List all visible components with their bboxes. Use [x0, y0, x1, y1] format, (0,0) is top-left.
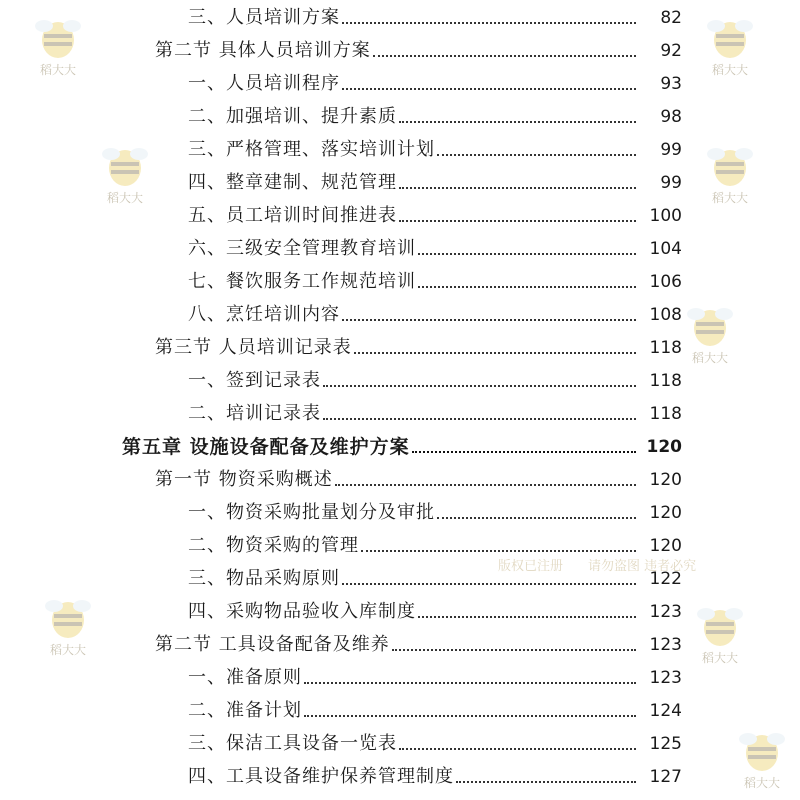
toc-leader-dots [399, 107, 636, 123]
toc-entry-title: 一、物资采购批量划分及审批 [188, 501, 435, 523]
watermark-notice: 版权已注册 [498, 559, 564, 574]
toc-page-number: 122 [649, 568, 682, 589]
toc-entry[interactable] [0, 661, 800, 694]
toc-page-number: 92 [660, 40, 682, 61]
toc-leader-dots [418, 602, 636, 618]
toc-chapter-title: 第五章 设施设备配备及维护方案 [122, 435, 410, 458]
toc-page-number: 123 [649, 601, 682, 622]
toc-page-number: 100 [649, 205, 682, 226]
toc-entry-title: 七、餐饮服务工作规范培训 [188, 270, 416, 292]
toc-entry-title: 第三节 人员培训记录表 [155, 336, 352, 358]
toc-entry[interactable] [0, 34, 800, 67]
toc-entry[interactable] [0, 727, 800, 760]
toc-page-number: 118 [649, 337, 682, 358]
toc-leader-dots [399, 734, 636, 750]
toc-entry-title: 一、准备原则 [188, 666, 302, 688]
toc-leader-dots [418, 239, 636, 255]
toc-entry-title: 二、加强培训、提升素质 [188, 105, 397, 127]
toc-entry-title: 四、整章建制、规范管理 [188, 171, 397, 193]
toc-entry-title: 二、培训记录表 [188, 402, 321, 424]
toc-page-number: 127 [649, 766, 682, 787]
toc-leader-dots [456, 767, 636, 783]
toc-entry[interactable] [0, 496, 800, 529]
toc-entry[interactable] [0, 67, 800, 100]
toc-entry-title: 八、烹饪培训内容 [188, 303, 340, 325]
toc-page-number: 106 [649, 271, 682, 292]
toc-page-number: 120 [649, 469, 682, 490]
svg-text:稻大大: 稻大大 [711, 191, 749, 205]
toc-page-number: 82 [660, 7, 682, 28]
toc-leader-dots [335, 470, 636, 486]
toc-entry[interactable] [0, 694, 800, 727]
toc-leader-dots [342, 305, 636, 321]
toc-leader-dots [323, 404, 636, 420]
toc-leader-dots [361, 536, 636, 552]
toc-page-number: 125 [649, 733, 682, 754]
toc-entry[interactable] [0, 463, 800, 496]
toc-entry-title: 三、物品采购原则 [188, 567, 340, 589]
toc-page-number: 108 [649, 304, 682, 325]
toc-page-number: 123 [649, 634, 682, 655]
toc-leader-dots [399, 206, 636, 222]
toc-entry[interactable] [0, 100, 800, 133]
toc-entry-title: 四、采购物品验收入库制度 [188, 600, 416, 622]
watermark-notice: 请勿盗图 违者必究 [588, 559, 697, 574]
toc-entry[interactable] [0, 199, 800, 232]
toc-entry[interactable] [0, 397, 800, 430]
toc-entry[interactable] [0, 265, 800, 298]
toc-entry-title: 第二节 具体人员培训方案 [155, 39, 371, 61]
toc-entry-title: 五、员工培训时间推进表 [188, 204, 397, 226]
toc-entry[interactable] [0, 364, 800, 397]
toc-leader-dots [323, 371, 636, 387]
toc-leader-dots [437, 503, 636, 519]
svg-text:稻大大: 稻大大 [49, 643, 87, 657]
toc-leader-dots [373, 41, 636, 57]
toc-leader-dots [412, 437, 636, 453]
toc-entry[interactable] [0, 133, 800, 166]
toc-leader-dots [418, 272, 636, 288]
toc-entry-title: 二、准备计划 [188, 699, 302, 721]
svg-text:稻大大: 稻大大 [743, 776, 781, 790]
toc-leader-dots [392, 635, 636, 651]
toc-entry[interactable] [0, 628, 800, 661]
toc-page-number: 123 [649, 667, 682, 688]
toc-leader-dots [342, 8, 636, 24]
toc-page-number: 120 [649, 502, 682, 523]
toc-page-number: 118 [649, 403, 682, 424]
svg-text:稻大大: 稻大大 [711, 63, 749, 77]
toc-leader-dots [342, 74, 636, 90]
toc-page-number: 99 [660, 172, 682, 193]
toc-entry[interactable] [0, 166, 800, 199]
toc-leader-dots [304, 701, 636, 717]
toc-page-number: 99 [660, 139, 682, 160]
toc-leader-dots [304, 668, 636, 684]
toc-entry-title: 三、保洁工具设备一览表 [188, 732, 397, 754]
toc-entry-title: 四、工具设备维护保养管理制度 [188, 765, 454, 787]
toc-entry[interactable] [0, 760, 800, 793]
toc-entry[interactable] [0, 595, 800, 628]
toc-entry-title: 三、人员培训方案 [188, 6, 340, 28]
toc-entry-title: 三、严格管理、落实培训计划 [188, 138, 435, 160]
toc-entry-title: 一、签到记录表 [188, 369, 321, 391]
toc-entry-title: 二、物资采购的管理 [188, 534, 359, 556]
toc-leader-dots [437, 140, 636, 156]
toc-page-number: 118 [649, 370, 682, 391]
svg-text:稻大大: 稻大大 [39, 63, 77, 77]
toc-entry[interactable] [0, 232, 800, 265]
toc-entry-title: 第一节 物资采购概述 [155, 468, 333, 490]
toc-page-number: 104 [649, 238, 682, 259]
toc-leader-dots [399, 173, 636, 189]
svg-text:稻大大: 稻大大 [106, 191, 144, 205]
svg-text:稻大大: 稻大大 [701, 651, 739, 665]
toc-page-number: 98 [660, 106, 682, 127]
toc-page-number: 93 [660, 73, 682, 94]
toc-page-number: 120 [649, 535, 682, 556]
toc-page-number: 120 [646, 436, 682, 457]
toc-page-number: 124 [649, 700, 682, 721]
toc-entry[interactable] [0, 1, 800, 34]
toc-leader-dots [354, 338, 636, 354]
toc-entry[interactable] [0, 298, 800, 331]
toc-chapter-entry[interactable] [0, 430, 800, 463]
toc-entry-title: 六、三级安全管理教育培训 [188, 237, 416, 259]
svg-text:稻大大: 稻大大 [691, 351, 729, 365]
toc-entry[interactable] [0, 331, 800, 364]
toc-entry-title: 一、人员培训程序 [188, 72, 340, 94]
toc-entry-title: 第二节 工具设备配备及维养 [155, 633, 390, 655]
